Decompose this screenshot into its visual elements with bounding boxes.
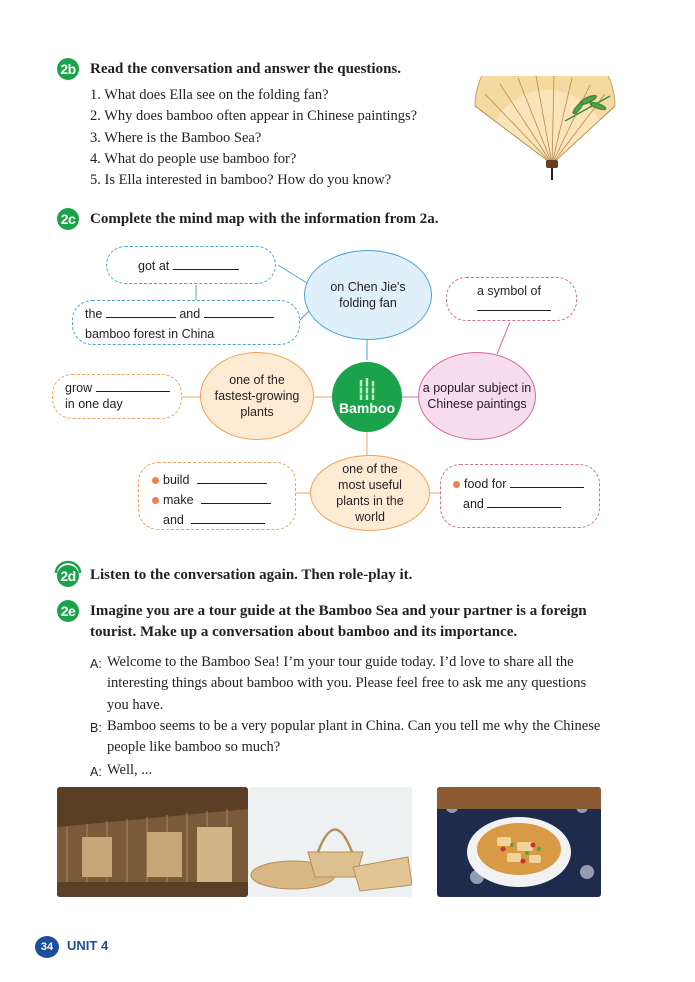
section-2d-title: Listen to the conversation again. Then role-play it. xyxy=(90,567,413,583)
bullet-dot xyxy=(152,497,159,504)
answer-blank[interactable] xyxy=(96,381,170,392)
in-one-day-label: in one day xyxy=(65,397,123,411)
build-label: build xyxy=(163,473,190,487)
answer-blank[interactable] xyxy=(510,477,584,488)
fastest-circle-label: one of the fastest-growing plants xyxy=(214,373,300,419)
mind-map-food-box xyxy=(440,464,600,528)
question-item: 1. What does Ella see on the folding fan? xyxy=(90,87,329,103)
answer-blank[interactable] xyxy=(173,259,239,270)
food-for-label: food for xyxy=(464,477,507,491)
bamboo-house-photo xyxy=(57,787,248,897)
question-item: 4. What do people use bamboo for? xyxy=(90,150,297,167)
bullet-dot xyxy=(453,481,460,488)
mind-map-fastest-circle xyxy=(200,352,314,440)
mind-map-build-box xyxy=(138,462,296,530)
speaker-label: A: xyxy=(90,765,102,779)
bamboo-forest-label: bamboo forest in China xyxy=(85,327,215,341)
bamboo-icon xyxy=(354,378,380,400)
section-badge-2d: 2d xyxy=(57,565,79,587)
and-label: and xyxy=(179,307,201,321)
useful-circle-label: one of the most useful plants in the world xyxy=(336,462,404,524)
question-item: 3. Where is the Bamboo Sea? xyxy=(90,129,262,146)
answer-blank[interactable] xyxy=(201,493,271,504)
page-number: 34 xyxy=(35,936,59,958)
make-label: make xyxy=(163,493,194,507)
answer-blank[interactable] xyxy=(106,307,176,318)
grow-label: grow xyxy=(65,381,93,395)
mind-map-fan-circle xyxy=(304,250,432,340)
answer-blank[interactable] xyxy=(197,473,267,484)
bamboo-shoot-dish-photo xyxy=(437,787,601,897)
fan-circle-label: on Chen Jie's folding fan xyxy=(330,280,406,310)
answer-blank[interactable] xyxy=(477,300,551,311)
section-badge-2c: 2c xyxy=(57,208,79,230)
the-label: the xyxy=(85,307,103,321)
speaker-label: B: xyxy=(90,721,102,735)
dialogue-line xyxy=(90,652,610,716)
mind-map-center-bamboo xyxy=(332,362,402,432)
bullet-dot xyxy=(152,477,159,484)
and-label: and xyxy=(163,513,184,527)
speaker-label: A: xyxy=(90,657,102,671)
mind-map-painting-circle xyxy=(418,352,536,440)
symbol-of-label: a symbol of xyxy=(477,284,541,298)
section-badge-2e: 2e xyxy=(57,600,79,622)
mind-map-symbol-box xyxy=(446,277,577,321)
section-2b-title: Read the conversation and answer the questions. xyxy=(90,61,401,77)
dialogue-line xyxy=(90,760,610,783)
mind-map-grow-box xyxy=(52,374,182,419)
mind-map-forest-box xyxy=(72,300,300,345)
answer-blank[interactable] xyxy=(487,497,561,508)
section-2e-title: Imagine you are a tour guide at the Bamboo Sea and your partner is a foreign tourist. Make up a conversation about bamboo and its importance. xyxy=(90,603,587,640)
dialogue-text: Well, ... xyxy=(107,762,153,778)
headphones-icon xyxy=(53,560,83,574)
mind-map-useful-circle xyxy=(310,455,430,531)
section-2c-title: Complete the mind map with the information from 2a. xyxy=(90,211,439,227)
and-label: and xyxy=(463,497,484,511)
bamboo-baskets-photo xyxy=(248,787,412,897)
dialogue-text: Welcome to the Bamboo Sea! I’m your tour guide today. I’d love to share all the interesting things about bamboo with you. Please feel free to ask me any questions you have. xyxy=(107,654,587,713)
question-item: 5. Is Ella interested in bamboo? How do you know? xyxy=(90,172,392,189)
dialogue-text: Bamboo seems to be a very popular plant in China. Can you tell me why the Chinese people like bamboo so much? xyxy=(107,718,601,756)
got-at-label: got at xyxy=(138,259,170,273)
dialogue-line xyxy=(90,716,610,759)
section-badge-2b: 2b xyxy=(57,58,79,80)
center-label: Bamboo xyxy=(339,400,395,416)
answer-blank[interactable] xyxy=(191,513,265,524)
answer-blank[interactable] xyxy=(204,307,274,318)
unit-label: UNIT 4 xyxy=(67,938,109,953)
question-item: 2. Why does bamboo often appear in Chinese paintings? xyxy=(90,108,418,125)
painting-circle-label: a popular subject in Chinese paintings xyxy=(422,381,532,411)
mind-map-got-at-box xyxy=(106,246,276,284)
